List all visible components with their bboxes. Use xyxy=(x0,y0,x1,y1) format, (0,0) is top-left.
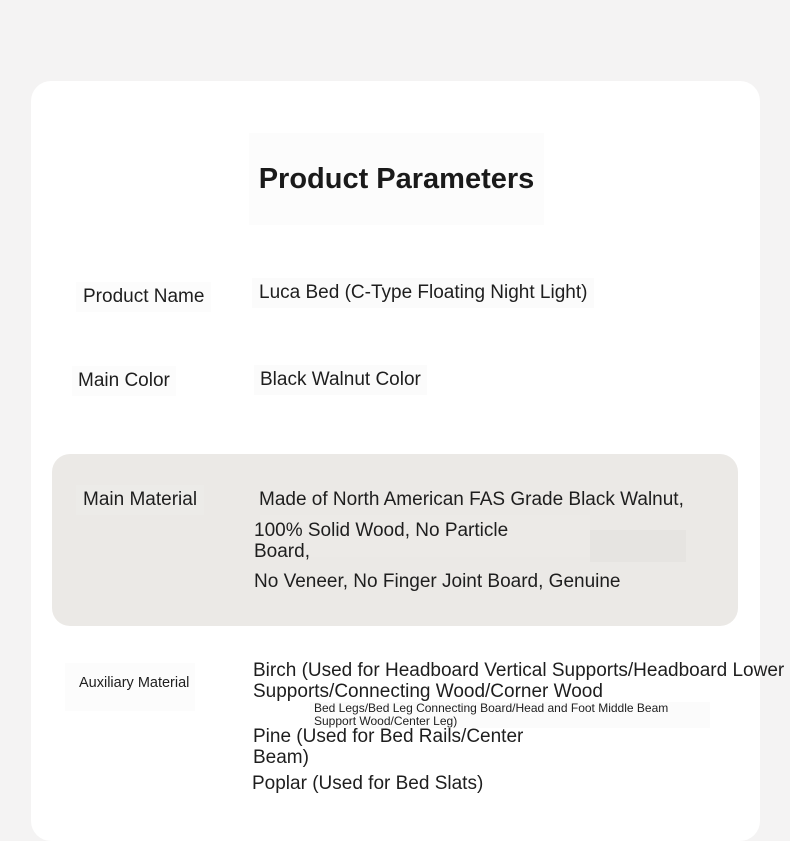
auxiliary-material-label: Auxiliary Material xyxy=(65,663,195,711)
auxiliary-pine-line-2: Beam) xyxy=(253,747,309,768)
main-material-label: Main Material xyxy=(76,485,204,515)
main-color-value: Black Walnut Color xyxy=(254,365,427,395)
main-material-line-4: No Veneer, No Finger Joint Board, Genuine xyxy=(254,571,621,592)
main-material-line-3: Board, xyxy=(254,541,310,562)
product-name-label: Product Name xyxy=(76,282,211,312)
auxiliary-birch-line-2: Supports/Connecting Wood/Corner Wood xyxy=(253,681,603,702)
auxiliary-poplar-line: Poplar (Used for Bed Slats) xyxy=(252,773,484,794)
auxiliary-birch-detail-line-1: Bed Legs/Bed Leg Connecting Board/Head and Foot Middle Beam xyxy=(314,701,669,715)
auxiliary-birch-detail-line-2: Support Wood/Center Leg) xyxy=(314,714,458,728)
main-material-line-1: Made of North American FAS Grade Black Walnut, xyxy=(259,489,684,510)
page-title: Product Parameters xyxy=(249,133,544,225)
auxiliary-birch-line-1: Birch (Used for Headboard Vertical Supports/Headboard Lower xyxy=(253,660,785,681)
auxiliary-birch-detail xyxy=(310,702,710,728)
main-material-line-2: 100% Solid Wood, No Particle xyxy=(254,520,509,541)
auxiliary-pine-line-1: Pine (Used for Bed Rails/Center xyxy=(253,726,524,747)
main-material-panel-right xyxy=(590,530,686,562)
main-color-label: Main Color xyxy=(72,366,176,396)
product-name-value: Luca Bed (C-Type Floating Night Light) xyxy=(252,278,594,308)
